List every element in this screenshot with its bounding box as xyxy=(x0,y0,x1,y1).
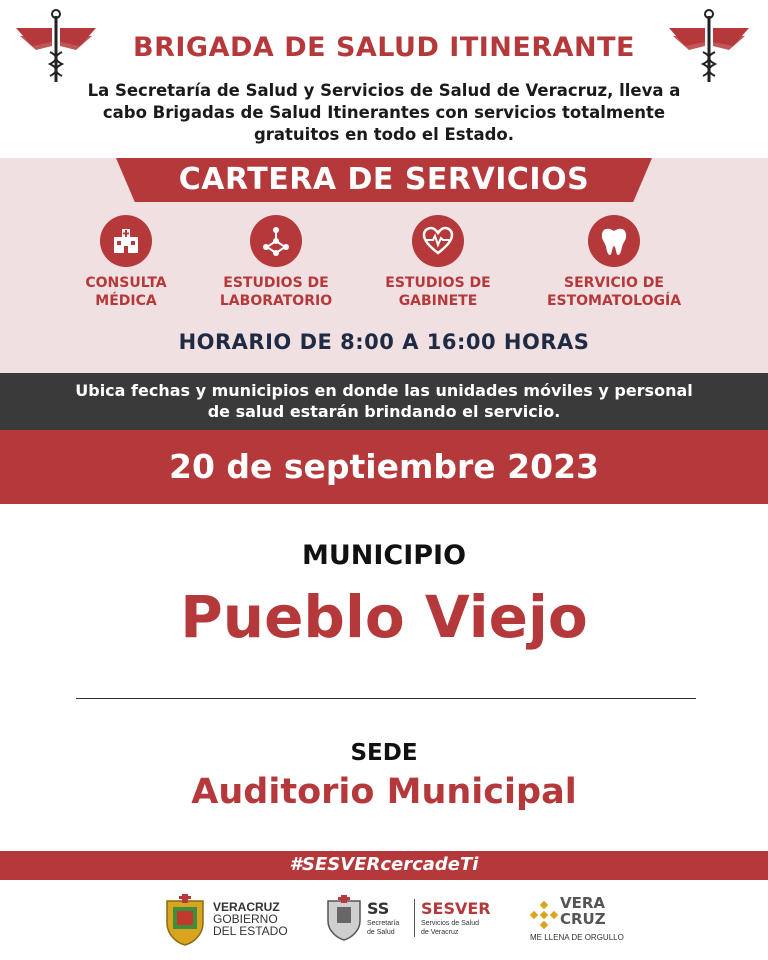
veracruz-line1: VERACRUZ xyxy=(213,900,280,914)
notice-line2: de salud estarán brindando el servicio. xyxy=(207,402,561,421)
ss-line2: de Salud xyxy=(367,929,395,936)
sede-name: Auditorio Municipal xyxy=(191,772,577,812)
sesver-line2: de Veracruz xyxy=(421,929,459,936)
municipio-name: Pueblo Viejo xyxy=(180,583,588,651)
divider xyxy=(76,698,696,699)
veracruz-shield-icon xyxy=(163,893,207,947)
pattern-icon xyxy=(530,901,558,929)
veracruz-orgullo-logo xyxy=(530,893,630,949)
sede-label: SEDE xyxy=(350,740,418,766)
service-label-line2: ESTOMATOLOGÍA xyxy=(546,293,682,309)
service-laboratorio xyxy=(186,215,366,310)
sesver-line1: Servicios de Salud xyxy=(421,920,479,927)
service-estomatologia xyxy=(524,215,704,310)
page-title: BRIGADA DE SALUD ITINERANTE xyxy=(133,32,635,63)
hashtag: #SESVERcercadeTi xyxy=(289,854,479,875)
ss-shield-icon xyxy=(325,895,363,941)
service-gabinete xyxy=(348,215,528,310)
hospital-icon xyxy=(100,215,152,267)
event-date: 20 de septiembre 2023 xyxy=(168,447,599,486)
logo-separator xyxy=(414,899,415,937)
service-label-line1: ESTUDIOS DE xyxy=(385,275,491,291)
veracruz-gobierno-logo xyxy=(163,893,313,949)
notice-line1: Ubica fechas y municipios en donde las unidades móviles y personal xyxy=(75,381,693,400)
heart-pulse-icon xyxy=(412,215,464,267)
ss-sesver-logo xyxy=(325,895,500,945)
service-hours: HORARIO DE 8:00 A 16:00 HORAS xyxy=(178,330,590,354)
sesver-abbr: SESVER xyxy=(421,899,491,918)
tooth-icon xyxy=(588,215,640,267)
molecule-icon xyxy=(250,215,302,267)
service-label-line1: CONSULTA xyxy=(85,275,167,291)
service-label-line2: GABINETE xyxy=(398,293,478,309)
ss-line1: Secretaría xyxy=(367,920,400,927)
veracruz-line3: DEL ESTADO xyxy=(213,924,288,938)
ss-abbr: SS xyxy=(367,899,390,918)
service-label-line2: LABORATORIO xyxy=(219,293,333,309)
notice-text xyxy=(40,380,728,422)
vera-line2: CRUZ xyxy=(560,910,606,928)
intro-text: La Secretaría de Salud y Servicios de Salud de Veracruz, lleva a cabo Brigadas de Salud Itinerantes con servicios totalmente gratuitos en todo el Estado. xyxy=(87,81,681,144)
municipio-label: MUNICIPIO xyxy=(301,540,467,571)
service-label-line1: ESTUDIOS DE xyxy=(223,275,329,291)
veracruz-line2: GOBIERNO xyxy=(213,912,278,926)
vera-line1: VERA xyxy=(560,894,606,912)
service-label-line1: SERVICIO DE xyxy=(564,275,664,291)
services-heading: CARTERA DE SERVICIOS xyxy=(178,162,590,197)
service-label-line2: MÉDICA xyxy=(95,293,157,309)
vera-tagline: ME LLENA DE ORGULLO xyxy=(530,933,624,942)
